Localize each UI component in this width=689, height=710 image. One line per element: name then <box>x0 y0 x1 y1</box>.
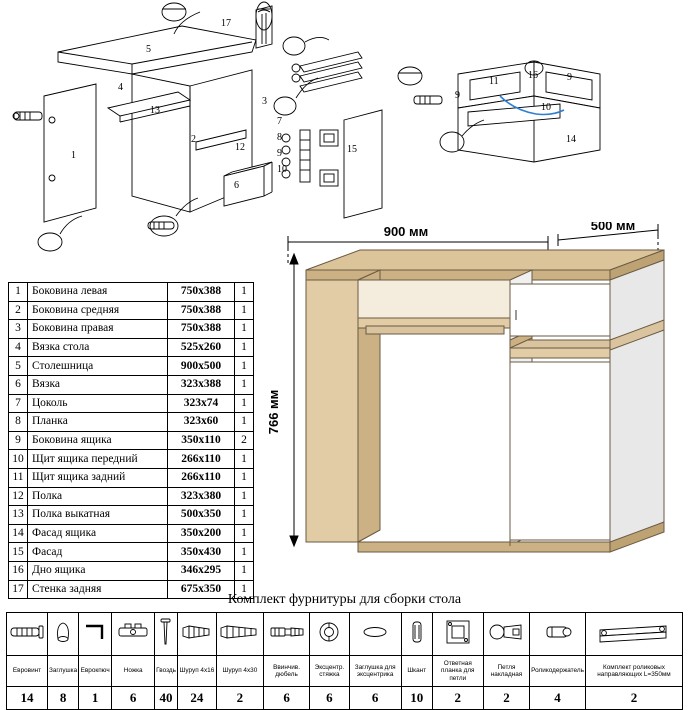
hardware-count: 6 <box>112 687 155 710</box>
nail-icon <box>155 613 178 656</box>
svg-text:4: 4 <box>118 82 123 93</box>
part-number: 3 <box>9 320 28 339</box>
part-quantity: 1 <box>235 487 254 506</box>
hardware-count: 6 <box>349 687 401 710</box>
part-dimension: 323x388 <box>168 375 235 394</box>
part-quantity: 1 <box>235 580 254 599</box>
hardware-label: Ответная планка для петли <box>432 656 483 687</box>
svg-text:7: 7 <box>277 116 282 127</box>
part-number: 9 <box>9 431 28 450</box>
eccentric-tie-icon <box>310 613 349 656</box>
table-row <box>9 375 254 394</box>
foot-icon <box>112 613 155 656</box>
part-number: 17 <box>9 580 28 599</box>
part-dimension: 323x60 <box>168 413 235 432</box>
eccentric-cap-icon <box>349 613 401 656</box>
hardware-count: 2 <box>585 687 682 710</box>
part-number: 7 <box>9 394 28 413</box>
part-quantity: 2 <box>235 431 254 450</box>
hardware-label: Роликодержатель <box>530 656 586 687</box>
hardware-label: Заглушка <box>48 656 79 687</box>
part-number: 2 <box>9 301 28 320</box>
hardware-count: 2 <box>483 687 529 710</box>
part-name: Цоколь <box>28 394 168 413</box>
desk-height-label: 766 мм <box>266 389 281 435</box>
roller-rails-icon <box>585 613 682 656</box>
part-dimension: 750x388 <box>168 320 235 339</box>
svg-text:10: 10 <box>541 102 551 113</box>
part-number: 4 <box>9 338 28 357</box>
part-quantity: 1 <box>235 413 254 432</box>
part-dimension: 675x350 <box>168 580 235 599</box>
hardware-table <box>6 612 683 710</box>
part-name: Боковина ящика <box>28 431 168 450</box>
roller-holder-icon <box>530 613 586 656</box>
part-dimension: 266x110 <box>168 450 235 469</box>
part-name: Боковина правая <box>28 320 168 339</box>
part-quantity: 1 <box>235 468 254 487</box>
screw-4x16-icon <box>177 613 216 656</box>
part-number: 12 <box>9 487 28 506</box>
hardware-label: Шуруп 4x30 <box>216 656 263 687</box>
table-row <box>9 543 254 562</box>
part-name: Полка выкатная <box>28 506 168 525</box>
allen-key-icon <box>79 613 112 656</box>
part-quantity: 1 <box>235 450 254 469</box>
table-row <box>9 506 254 525</box>
hardware-label: Эксцентр. стяжка <box>310 656 349 687</box>
table-row <box>9 524 254 543</box>
part-number: 15 <box>9 543 28 562</box>
table-row <box>9 413 254 432</box>
part-number: 5 <box>9 357 28 376</box>
svg-text:8: 8 <box>277 132 282 143</box>
desk-depth-label: 500 мм <box>590 222 636 233</box>
svg-text:12: 12 <box>235 142 245 153</box>
dowel-icon <box>401 613 432 656</box>
hardware-count: 1 <box>79 687 112 710</box>
svg-text:17: 17 <box>221 18 231 29</box>
table-row <box>9 283 254 302</box>
part-number: 16 <box>9 561 28 580</box>
hinge-icon <box>483 613 529 656</box>
table-row <box>9 357 254 376</box>
part-name: Фасад <box>28 543 168 562</box>
part-name: Планка <box>28 413 168 432</box>
hardware-count: 24 <box>177 687 216 710</box>
part-dimension: 323x380 <box>168 487 235 506</box>
part-number: 6 <box>9 375 28 394</box>
part-dimension: 350x110 <box>168 431 235 450</box>
svg-text:16: 16 <box>528 70 538 81</box>
table-row <box>9 338 254 357</box>
part-dimension: 323x74 <box>168 394 235 413</box>
svg-text:2: 2 <box>191 134 196 145</box>
part-dimension: 525x260 <box>168 338 235 357</box>
hardware-count: 8 <box>48 687 79 710</box>
table-row <box>9 301 254 320</box>
hardware-label: Ножка <box>112 656 155 687</box>
parts-table <box>8 282 254 599</box>
hinge-plate-icon <box>432 613 483 656</box>
part-number: 10 <box>9 450 28 469</box>
part-name: Стенка задняя <box>28 580 168 599</box>
part-dimension: 500x350 <box>168 506 235 525</box>
table-row <box>9 468 254 487</box>
part-quantity: 1 <box>235 543 254 562</box>
table-row <box>9 431 254 450</box>
part-quantity: 1 <box>235 394 254 413</box>
part-quantity: 1 <box>235 357 254 376</box>
part-dimension: 266x110 <box>168 468 235 487</box>
screw-4x30-icon <box>216 613 263 656</box>
part-name: Щит ящика задний <box>28 468 168 487</box>
svg-text:11: 11 <box>489 76 499 87</box>
hardware-section-title: Комплект фурнитуры для сборки стола <box>227 592 462 607</box>
part-dimension: 350x200 <box>168 524 235 543</box>
part-quantity: 1 <box>235 506 254 525</box>
hardware-label: Ввинчив. дюбель <box>263 656 309 687</box>
svg-text:9: 9 <box>455 90 460 101</box>
hardware-count: 10 <box>401 687 432 710</box>
part-quantity: 1 <box>235 283 254 302</box>
table-row <box>9 450 254 469</box>
hardware-count: 14 <box>7 687 48 710</box>
part-quantity: 1 <box>235 301 254 320</box>
part-name: Фасад ящика <box>28 524 168 543</box>
hardware-label: Еврокпюч <box>79 656 112 687</box>
hardware-label: Шуруп 4x16 <box>177 656 216 687</box>
hardware-count: 6 <box>310 687 349 710</box>
part-number: 11 <box>9 468 28 487</box>
hardware-label: Комплект роликовых направляющих L=350мм <box>585 656 682 687</box>
part-number: 13 <box>9 506 28 525</box>
hardware-label: Петля накладная <box>483 656 529 687</box>
hardware-label: Шкант <box>401 656 432 687</box>
table-row <box>9 320 254 339</box>
hardware-count: 4 <box>530 687 586 710</box>
part-name: Столешница <box>28 357 168 376</box>
part-name: Боковина средняя <box>28 301 168 320</box>
part-name: Полка <box>28 487 168 506</box>
table-row <box>9 487 254 506</box>
hardware-label: Заглушка для эксцентрика <box>349 656 401 687</box>
part-number: 14 <box>9 524 28 543</box>
part-quantity: 1 <box>235 561 254 580</box>
svg-text:5: 5 <box>146 44 151 55</box>
part-name: Боковина левая <box>28 283 168 302</box>
part-dimension: 750x388 <box>168 301 235 320</box>
svg-text:1: 1 <box>71 150 76 161</box>
hardware-label: Гвоздь <box>155 656 178 687</box>
hardware-count: 6 <box>263 687 309 710</box>
svg-text:9: 9 <box>277 148 282 159</box>
desk-width-label: 900 мм <box>383 224 429 239</box>
table-row <box>9 561 254 580</box>
part-quantity: 1 <box>235 320 254 339</box>
part-name: Дно ящика <box>28 561 168 580</box>
part-dimension: 750x388 <box>168 283 235 302</box>
hardware-label: Евровинт <box>7 656 48 687</box>
hardware-count: 2 <box>216 687 263 710</box>
part-number: 8 <box>9 413 28 432</box>
screw-in-dowel-icon <box>263 613 309 656</box>
part-quantity: 1 <box>235 375 254 394</box>
hardware-count: 40 <box>155 687 178 710</box>
part-name: Вязка стола <box>28 338 168 357</box>
svg-text:3: 3 <box>262 96 267 107</box>
part-dimension: 350x430 <box>168 543 235 562</box>
svg-text:13: 13 <box>150 105 160 116</box>
cap-plug-icon <box>48 613 79 656</box>
svg-text:6: 6 <box>234 180 239 191</box>
part-name: Щит ящика передний <box>28 450 168 469</box>
part-dimension: 346x295 <box>168 561 235 580</box>
desk-dimension-drawing <box>258 222 686 570</box>
part-quantity: 1 <box>235 524 254 543</box>
euro-screw-icon <box>7 613 48 656</box>
svg-text:9: 9 <box>567 72 572 83</box>
part-number: 1 <box>9 283 28 302</box>
svg-text:14: 14 <box>566 134 576 145</box>
part-name: Вязка <box>28 375 168 394</box>
part-quantity: 1 <box>235 338 254 357</box>
svg-text:15: 15 <box>347 144 357 155</box>
table-row <box>9 394 254 413</box>
svg-text:10: 10 <box>277 164 287 175</box>
hardware-count: 2 <box>432 687 483 710</box>
part-dimension: 900x500 <box>168 357 235 376</box>
